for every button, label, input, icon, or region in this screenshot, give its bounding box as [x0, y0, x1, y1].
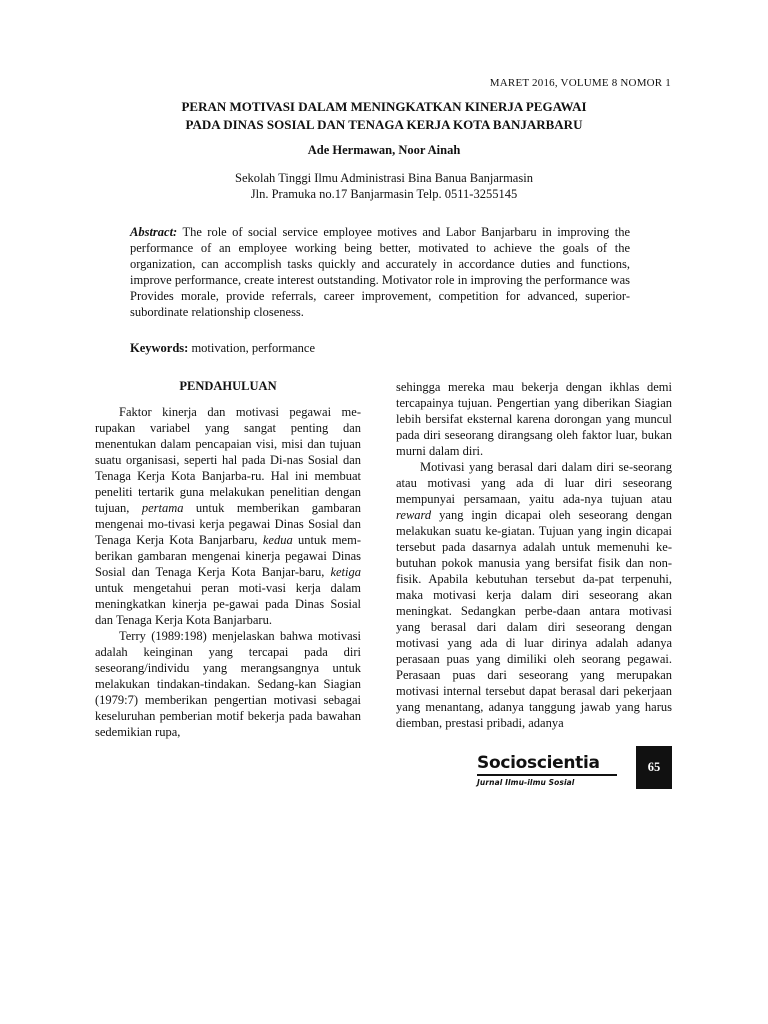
affiliation: [100, 170, 668, 202]
journal-logo: [477, 753, 617, 787]
title-line-1: PERAN MOTIVASI DALAM MENINGKATKAN KINERJA PEGAWAI: [181, 99, 587, 114]
abstract: [130, 225, 630, 320]
text-run: yang ingin dicapai oleh seseorang dengan melakukan suatu ke-giatan. Tujuan yang ingin dicapai tersebut pada dasarnya adalah untuk memenuhi ke-butuhan pokok manusia yang bersifat fisik dan non-fisik. Apabila kebutuhan tersebut da-pat terpenuhi, maka motivasi kerja dalam diri seseorang akan meningkat. Sedangkan perbe-daan antara motivasi yang berasal dari dalam diri seseorang dengan motivasi yang ada di luar dirinya adalah adanya perasaan puas yang dimiliki oleh seorang pegawai. Perasaan puas dari seseorang yang merupakan motivasi internal tersebut dapat berasal dari pekerjaan yang menantang, adanya tanggung jawab yang harus diemban, prestasi pribadi, adanya: [396, 508, 672, 730]
paragraph: [95, 404, 361, 628]
left-column: [95, 404, 361, 740]
emphasis: pertama: [141, 501, 184, 515]
paragraph: sehingga mereka mau bekerja dengan ikhlas demi tercapainya tujuan. Pengertian yang diberikan Siagian lebih bersifat eksternal karena dorongan yang muncul pada diri seseorang dirangsang oleh faktor luar, bukan murni dalam diri.: [396, 380, 672, 458]
emphasis: ketiga: [330, 565, 361, 579]
journal-name: Socioscientia: [477, 753, 600, 773]
abstract-text: The role of social service employee motives and Labor Banjarbaru in improving the performance of an employee working being better, motivated to achieve the goals of the organization, can accomplish tasks quickly and accurately in accordance duties and functions, improve performance, create interest outstanding. Motivator role in improving the performance was Provides morale, provide referrals, career improvement, competition for advanced, superior-subordinate relationship closeness.: [130, 225, 630, 319]
paper-title: [100, 98, 668, 134]
affiliation-institution: Sekolah Tinggi Ilmu Administrasi Bina Banua Banjarmasin: [235, 171, 533, 185]
section-heading: PENDAHULUAN: [179, 379, 277, 393]
text-run: untuk mengetahui peran moti-vasi kerja dalam meningkatkan kinerja pe-gawai pada Dinas Sosial dan Tenaga Kerja Kota Banjarbaru.: [95, 581, 361, 627]
text-run: Motivasi yang berasal dari dalam diri se-seorang atau motivasi yang ada di luar diri seseorang mempunyai persamaan, yaitu ada-nya tujuan atau: [396, 460, 672, 506]
emphasis: kedua: [262, 533, 293, 547]
journal-subtitle: Jurnal Ilmu-ilmu Sosial: [477, 778, 575, 787]
right-column: [396, 379, 672, 731]
abstract-label: Abstract:: [130, 225, 178, 239]
affiliation-address: Jln. Pramuka no.17 Banjarmasin Telp. 0511-3255145: [250, 187, 518, 201]
page-number: 65: [636, 746, 672, 789]
logo-rule: [477, 774, 617, 776]
text-run: untuk mem-berikan gambaran mengenai kinerja pegawai Dinas Sosial dan Tenaga Kerja Kota Banjar-baru,: [95, 533, 361, 579]
paragraph: Terry (1989:198) menjelaskan bahwa motivasi adalah keinginan yang tercapai pada diri seseorang/individu yang merangsangnya untuk melakukan tindakan-tindakan. Sedang-kan Siagian (1979:7) memberikan pengertian motivasi sebagai keseluruhan pemberian motif bekerja pada bawahan sedemikian rupa,: [95, 629, 361, 739]
title-line-2: PADA DINAS SOSIAL DAN TENAGA KERJA KOTA BANJARBARU: [185, 117, 583, 132]
emphasis: reward: [396, 508, 432, 522]
journal-issue: MARET 2016, VOLUME 8 NOMOR 1: [489, 77, 671, 89]
paragraph: [396, 459, 672, 731]
text-run: untuk memberikan gambaran mengenai mo-tivasi kerja pegawai Dinas Sosial dan Tenaga Kerja Kota Banjarbaru,: [95, 501, 362, 547]
keywords-label: Keywords:: [130, 341, 189, 355]
keywords: [130, 341, 315, 356]
keywords-text: motivation, performance: [191, 341, 316, 355]
authors: Ade Hermawan, Noor Ainah: [307, 143, 461, 157]
text-run: Faktor kinerja dan motivasi pegawai me-rupakan variabel yang sangat penting dan menentukan dalam pencapaian visi, misi dan tujuan suatu organisasi, seperti hal pada Di-nas Sosial dan Tenaga Kerja Kota Banjarba-ru. Hal ini membuat peneliti tertarik guna melakukan penelitian dengan tujuan,: [95, 405, 361, 515]
